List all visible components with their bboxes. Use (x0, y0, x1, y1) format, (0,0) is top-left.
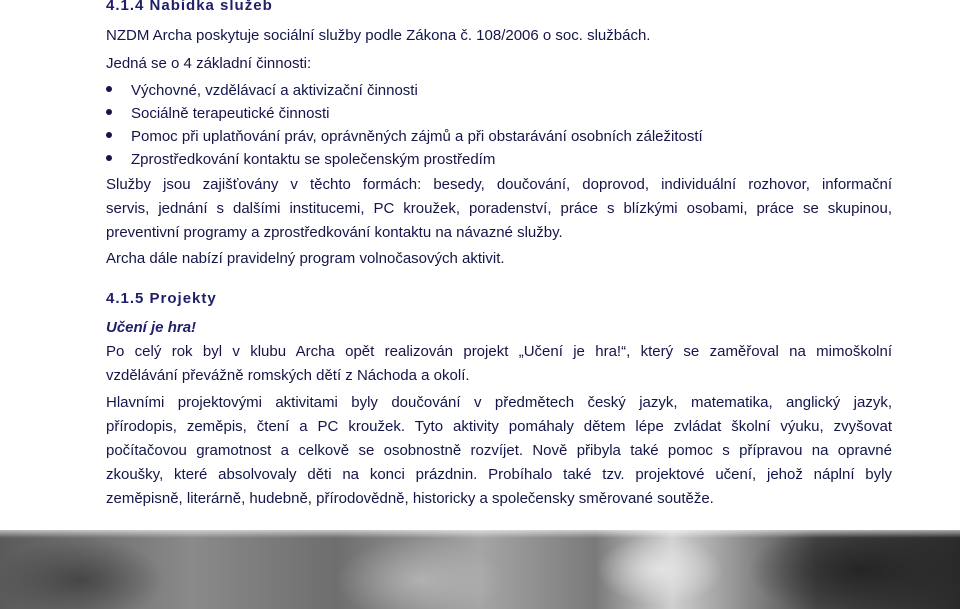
footer-photo-highlight (0, 530, 960, 538)
project-paragraph-2 (106, 391, 892, 511)
services-intro: NZDM Archa poskytuje sociální služby podle Zákona č. 108/2006 o soc. službách. (106, 27, 651, 44)
paragraph-line: počítačovou gramotnost a celkově se osobnostně rozvíjet. Nově přibyla také pomoc s přípravou na opravné (106, 442, 892, 459)
leisure-paragraph: Archa dále nabízí pravidelný program volnočasových aktivit. (106, 250, 505, 267)
project-title: Učení je hra! (106, 319, 197, 336)
paragraph-line: vzdělávání převážně romských dětí z Náchoda a okolí. (106, 367, 470, 384)
paragraph-line: zeměpisně, literárně, hudebně, přírodovědně, historicky a společensky směrované soutěže. (106, 490, 714, 507)
list-item: Pomoc při uplatňování práv, oprávněných zájmů a při obstarávání osobních záležitostí (106, 125, 703, 148)
paragraph-line: Služby jsou zajišťovány v těchto formách: besedy, doučování, doprovod, individuální rozhovor, informační (106, 176, 892, 193)
footer-photo-strip (0, 530, 960, 609)
list-item: Sociálně terapeutické činnosti (106, 102, 703, 125)
activities-list (106, 79, 703, 171)
section-heading-services: 4.1.4 Nabídka služeb (106, 0, 273, 14)
list-item: Zprostředkování kontaktu se společenským prostředím (106, 148, 703, 171)
list-item: Výchovné, vzdělávací a aktivizační činnosti (106, 79, 703, 102)
paragraph-line: zkoušky, které absolvovaly děti na konci prázdnin. Probíhalo také tzv. projektové učení, jehož náplní byly (106, 466, 892, 483)
section-heading-projects: 4.1.5 Projekty (106, 290, 217, 307)
paragraph-line: Hlavními projektovými aktivitami byly doučování v předmětech český jazyk, matematika, anglický jazyk, (106, 394, 892, 411)
paragraph-line: přírodopis, zeměpis, čtení a PC kroužek. Tyto aktivity pomáhaly dětem lépe zvládat školní výuku, zvyšovat (106, 418, 892, 435)
project-paragraph-1 (106, 340, 892, 388)
activities-intro: Jedná se o 4 základní činnosti: (106, 55, 312, 72)
paragraph-line: Po celý rok byl v klubu Archa opět realizován projekt „Učení je hra!“, který se zaměřoval na mimoškolní (106, 343, 892, 360)
paragraph-line: preventivní programy a zprostředkování kontaktu na návazné služby. (106, 224, 563, 241)
paragraph-line: servis, jednání s dalšími institucemi, PC kroužek, poradenství, práce s blízkými osobami, práce se skupinou, (106, 200, 892, 217)
service-forms-paragraph (106, 173, 892, 245)
